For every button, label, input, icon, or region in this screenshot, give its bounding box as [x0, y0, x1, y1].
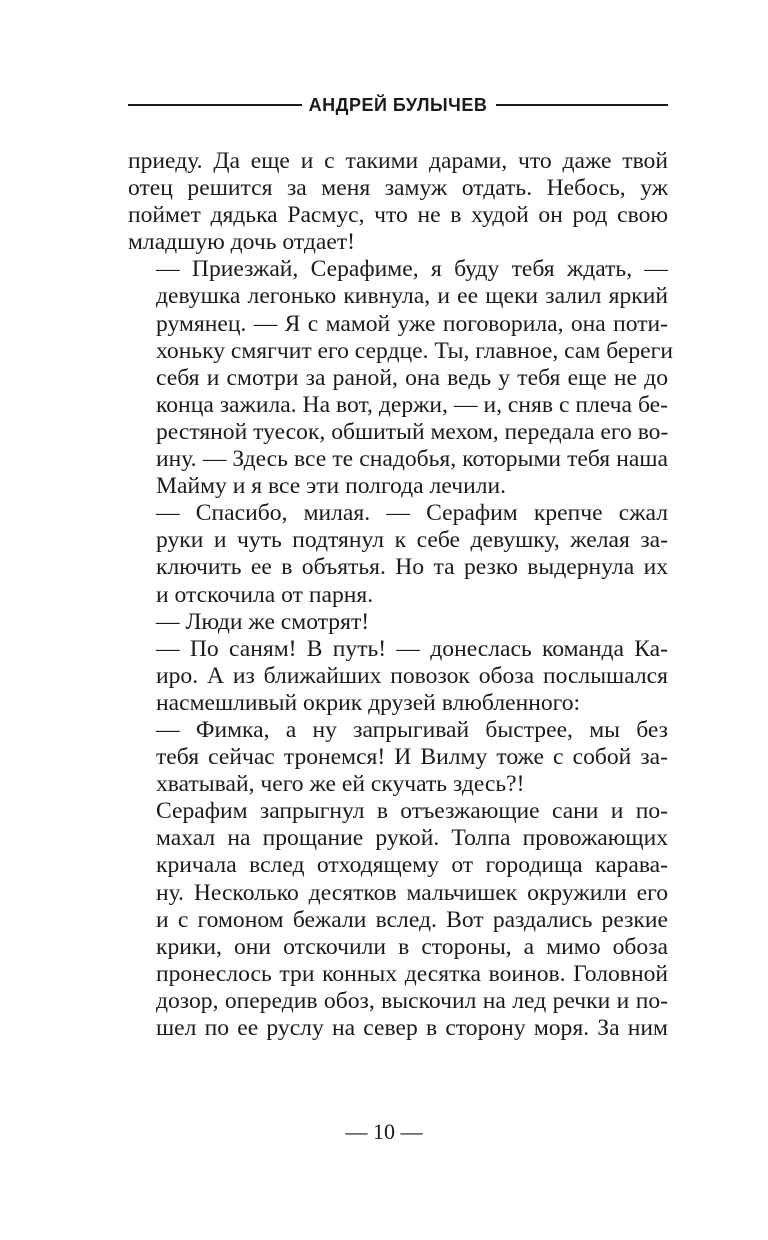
text-line: — Люди же смотрят! [156, 608, 370, 635]
text-line: ключить ее в объятья. Но та резко выдернула их [156, 554, 668, 581]
text-line: насмешливый окрик друзей влюбленного: [156, 689, 581, 716]
text-line: конца зажила. На вот, держи, — и, сняв с плеча бе- [156, 391, 668, 418]
text-line: поймет дядька Расмус, что не в худой он род свою [128, 202, 668, 229]
paragraph [128, 798, 668, 1042]
page-number: — 10 — [345, 1119, 423, 1144]
text-line: рестяной туесок, обшитый мехом, передала его во- [156, 418, 669, 445]
paragraph [128, 609, 668, 636]
text-line: руки и чуть подтянул к себе девушку, желая за- [156, 527, 668, 554]
text-line: — Приезжай, Серафиме, я буду тебя ждать, — [156, 256, 668, 283]
text-line: румянец. — Я с мамой уже поговорила, она поти- [156, 310, 668, 337]
text-line: Майму и я все эти полгода лечили. [156, 473, 506, 500]
author-name: АНДРЕЙ БУЛЫЧЕВ [308, 95, 488, 115]
text-line: махал на прощание рукой. Толпа провожающих [156, 825, 668, 852]
text-line: ину. — Здесь все те снадобья, которыми тебя наша [156, 446, 668, 473]
paragraph [128, 148, 668, 256]
text-line: кричала вслед отходящему от городища карава- [156, 852, 668, 879]
page-body [128, 148, 673, 1042]
text-line: — Спасибо, милая. — Серафим крепче сжал [156, 500, 668, 527]
text-line: шел по ее руслу на север в сторону моря. За ним [156, 1015, 668, 1041]
text-line: пронеслось три конных десятка воинов. Головной [156, 960, 668, 987]
header-rule-right [496, 104, 668, 106]
running-header [128, 92, 668, 118]
text-line: — Фимка, а ну запрыгивай быстрее, мы без [156, 716, 668, 743]
text-line: крики, они отскочили в стороны, а мимо обоза [156, 933, 668, 960]
text-line: иро. А из ближайших повозок обоза послышался [156, 662, 668, 689]
text-line: отец решится за меня замуж отдать. Небось, уж [128, 175, 668, 202]
text-line: и отскочила от парня. [156, 581, 374, 608]
text-line: дозор, опередив обоз, выскочил на лед речки и по- [156, 987, 668, 1014]
text-line: приеду. Да еще и с такими дарами, что даже твой [128, 148, 668, 174]
text-line: хватывай, чего же ей скучать здесь?! [156, 771, 525, 798]
text-line: ну. Несколько десятков мальчишек окружили его [156, 879, 668, 906]
text-line: себя и смотри за раной, она ведь у тебя еще не до [156, 364, 668, 391]
paragraph [128, 717, 668, 798]
text-line: Серафим запрыгнул в отъезжающие сани и по- [156, 798, 668, 825]
text-line: тебя сейчас тронемся! И Вилму тоже с собой за- [156, 744, 668, 771]
text-line: девушка легонько кивнула, и ее щеки залил яркий [156, 283, 668, 310]
text-line: и с гомоном бежали вслед. Вот раздались резкие [156, 906, 668, 933]
paragraph [128, 636, 668, 717]
text-line: — По саням! В путь! — донеслась команда Ка- [156, 635, 668, 662]
paragraph [128, 256, 673, 500]
text-line: хоньку смягчит его сердце. Ты, главное, сам береги [156, 337, 673, 364]
text-line: младшую дочь отдает! [128, 229, 355, 256]
paragraph [128, 500, 668, 608]
